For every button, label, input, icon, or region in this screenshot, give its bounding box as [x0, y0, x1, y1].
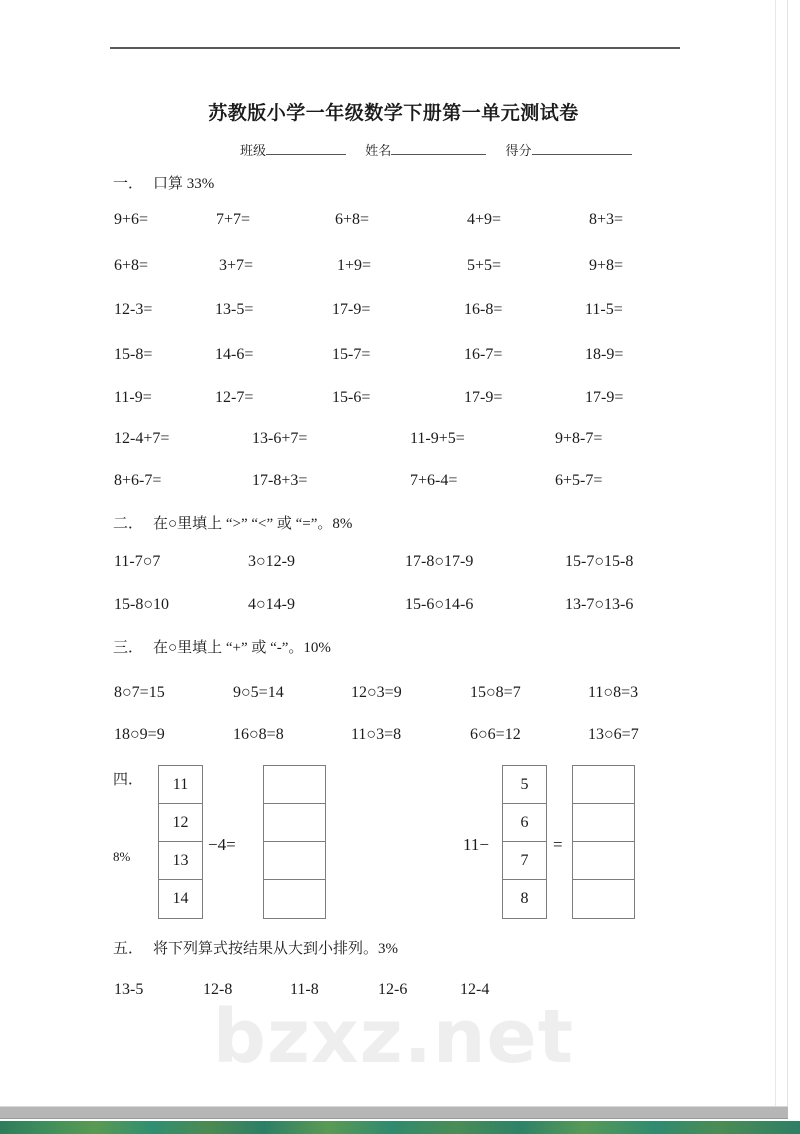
- table-cell: 8: [520, 890, 529, 907]
- section-three-number: 三．: [113, 640, 144, 656]
- section-one-number: 一．: [113, 176, 144, 192]
- problem: 9+6=: [114, 211, 149, 228]
- section-one-points: 33%: [186, 176, 215, 192]
- problem: 13-5=: [215, 301, 254, 318]
- section-three-row-2: [0, 726, 787, 748]
- section-four-right-values-table: [502, 765, 547, 919]
- problem: 4+9=: [467, 211, 502, 228]
- problem: 15-8○10: [114, 596, 169, 613]
- section-two-number: 二．: [113, 516, 144, 532]
- answer-cell[interactable]: [264, 842, 325, 880]
- problem: 18-9=: [585, 346, 624, 363]
- problem: 17-8+3=: [252, 472, 308, 489]
- answer-cell[interactable]: [264, 766, 325, 804]
- table-cell: 14: [172, 890, 189, 907]
- problem: 17-8○17-9: [405, 553, 474, 570]
- section-three-title: 在○里填上 “+” 或 “-”。: [153, 640, 304, 656]
- section-one-row-4: [0, 346, 787, 368]
- problem: 5+5=: [467, 257, 502, 274]
- section-three-heading: [113, 636, 331, 657]
- answer-cell[interactable]: [573, 880, 634, 918]
- problem: 11○3=8: [351, 726, 402, 743]
- section-one-row-7: [0, 472, 787, 494]
- problem: 17-9=: [585, 389, 624, 406]
- problem: 9+8=: [589, 257, 624, 274]
- problem: 8+3=: [589, 211, 624, 228]
- section-five-title: 将下列算式按结果从大到小排列。: [153, 941, 379, 957]
- section-four-points: 8%: [113, 849, 131, 864]
- answer-cell[interactable]: [573, 804, 634, 842]
- problem: 9○5=14: [233, 684, 284, 701]
- section-two-row-1: [0, 553, 787, 575]
- table-cell: 6: [503, 804, 546, 842]
- section-five-heading: [113, 937, 398, 958]
- problem: 14-6=: [215, 346, 254, 363]
- section-five-number: 五．: [113, 941, 144, 957]
- table-cell: 5: [503, 766, 546, 804]
- section-four-right-answers-table[interactable]: [572, 765, 635, 919]
- section-one-row-2: [0, 257, 787, 279]
- problem: 7+7=: [216, 211, 251, 228]
- problem: 9+8-7=: [555, 430, 603, 447]
- problem: 12-4+7=: [114, 430, 170, 447]
- name-field: [365, 143, 486, 158]
- answer-cell[interactable]: [264, 804, 325, 842]
- student-info-line: [240, 140, 648, 159]
- problem: 18○9=9: [114, 726, 165, 743]
- problem: 12-3=: [114, 301, 153, 318]
- section-four-left-operator: −4=: [208, 835, 236, 854]
- answer-cell[interactable]: [264, 880, 325, 918]
- section-four-left-values-table: [158, 765, 203, 919]
- section-one-row-1: [0, 211, 787, 233]
- bottom-color-band: [0, 1121, 800, 1134]
- problem: 12○3=9: [351, 684, 402, 701]
- section-four-left-answers-table[interactable]: [263, 765, 326, 919]
- section-one-row-3: [0, 301, 787, 323]
- problem: 8○7=15: [114, 684, 165, 701]
- section-two-row-2: [0, 596, 787, 618]
- problem: 15○8=7: [470, 684, 521, 701]
- problem: 11○8=3: [588, 684, 639, 701]
- problem: 12-6: [378, 981, 408, 998]
- table-cell: 11: [159, 766, 202, 804]
- section-two-points: 8%: [332, 516, 353, 532]
- answer-cell[interactable]: [573, 766, 634, 804]
- class-blank[interactable]: [266, 154, 346, 155]
- problem: 15-7=: [332, 346, 371, 363]
- problem: 3○12-9: [248, 553, 295, 570]
- problem: 16○8=8: [233, 726, 284, 743]
- problem: 15-6○14-6: [405, 596, 474, 613]
- problem: 6+8=: [335, 211, 370, 228]
- section-two-heading: [113, 512, 352, 533]
- problem: 4○14-9: [248, 596, 295, 613]
- problem: 1+9=: [337, 257, 372, 274]
- problem: 12-8: [203, 981, 233, 998]
- section-one-heading: [113, 172, 214, 193]
- table-cell: 13: [159, 842, 202, 880]
- problem: 16-7=: [464, 346, 503, 363]
- page-title: 苏教版小学一年级数学下册第一单元测试卷: [208, 103, 579, 124]
- header-rule: [110, 47, 680, 49]
- score-field: [506, 143, 632, 158]
- score-blank[interactable]: [532, 154, 632, 155]
- problem: 13-5: [114, 981, 144, 998]
- section-three-row-1: [0, 684, 787, 706]
- problem: 11-9+5=: [410, 430, 465, 447]
- table-cell: 7: [503, 842, 546, 880]
- problem: 11-5=: [585, 301, 623, 318]
- section-four-right-operator: =: [553, 835, 563, 854]
- section-five-row: [0, 981, 787, 1003]
- section-one-row-5: [0, 389, 787, 411]
- name-blank[interactable]: [391, 154, 486, 155]
- horizontal-scrollbar[interactable]: [0, 1106, 788, 1119]
- problem: 6+5-7=: [555, 472, 603, 489]
- problem: 12-7=: [215, 389, 254, 406]
- score-label: 得分: [505, 143, 532, 158]
- problem: 7+6-4=: [410, 472, 458, 489]
- section-four-number: 四．: [113, 772, 144, 788]
- problem: 13-7○13-6: [565, 596, 634, 613]
- problem: 17-9=: [332, 301, 371, 318]
- problem: 11-9=: [114, 389, 152, 406]
- problem: 16-8=: [464, 301, 503, 318]
- watermark: bzxz.net: [212, 994, 575, 1080]
- name-label: 姓名: [365, 143, 392, 158]
- problem: 11-7○7: [114, 553, 161, 570]
- problem: 8+6-7=: [114, 472, 162, 489]
- section-four-right-prefix: 11−: [463, 835, 489, 854]
- problem: 15-6=: [332, 389, 371, 406]
- problem: 13-6+7=: [252, 430, 308, 447]
- problem: 15-8=: [114, 346, 153, 363]
- section-five-points: 3%: [378, 941, 399, 957]
- answer-cell[interactable]: [573, 842, 634, 880]
- class-label: 班级: [240, 143, 267, 158]
- problem: 11-8: [290, 981, 319, 998]
- table-cell: 12: [159, 804, 202, 842]
- problem: 6+8=: [114, 257, 149, 274]
- problem: 13○6=7: [588, 726, 639, 743]
- section-two-title: 在○里填上 “>” “<” 或 “=”。: [153, 516, 333, 532]
- class-field: [240, 143, 346, 158]
- problem: 12-4: [460, 981, 490, 998]
- section-one-title: 口算: [153, 176, 184, 192]
- section-three-points: 10%: [303, 640, 331, 656]
- section-one-row-6: [0, 430, 787, 452]
- problem: 17-9=: [464, 389, 503, 406]
- problem: 15-7○15-8: [565, 553, 634, 570]
- problem: 6○6=12: [470, 726, 521, 743]
- problem: 3+7=: [219, 257, 254, 274]
